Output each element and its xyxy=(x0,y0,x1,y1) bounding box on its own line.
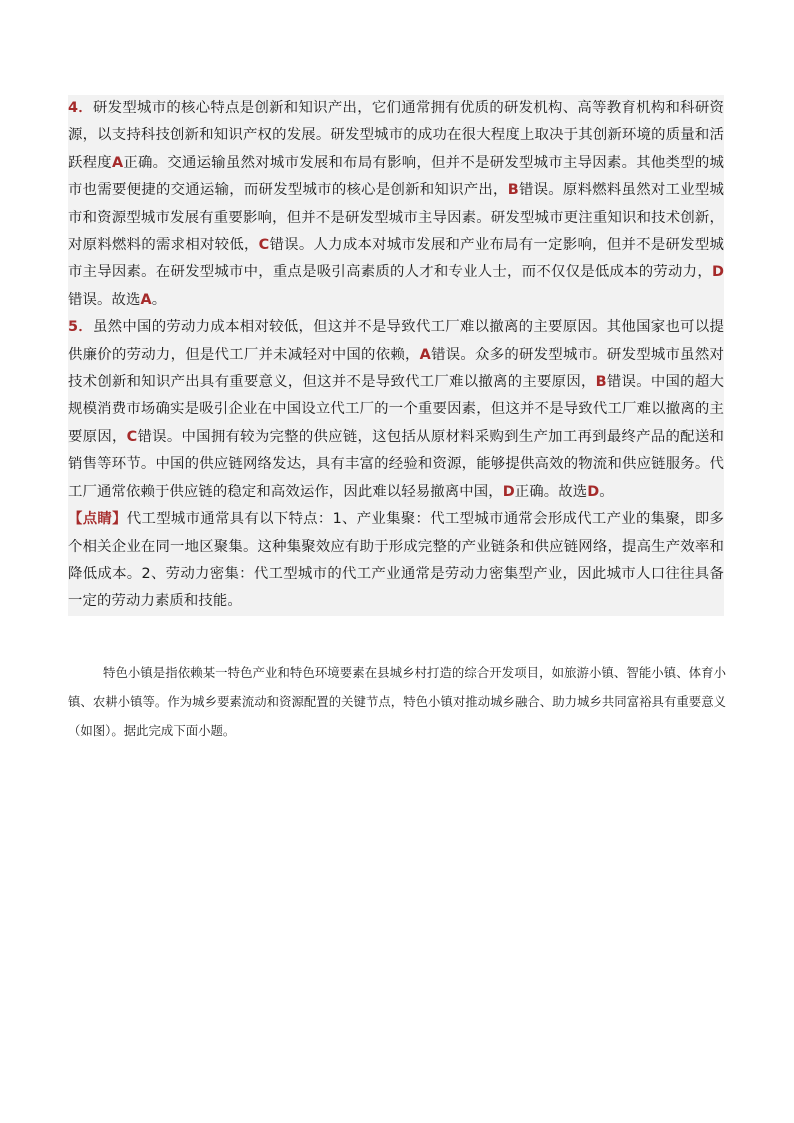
option-letter: D xyxy=(587,483,600,500)
option-letter: D xyxy=(711,264,724,281)
option-letter: A xyxy=(419,346,431,363)
option-letter: C xyxy=(126,428,138,445)
option-letter: D xyxy=(502,483,515,500)
option-letter: B xyxy=(595,374,607,391)
dianjing-text: 代工型城市通常具有以下特点：1、产业集聚：代工型城市通常会形成代工产业的集聚，即多个相关企业在同一地区聚集。这种集聚效应有助于形成完整的产业链条和供应链网络，提高生产效率和降低成本。2、劳动力密集：代工型城市的代工产业通常是劳动力密集型产业，因此城市人口往往具备一定的劳动力素质和技能。 xyxy=(68,511,724,610)
answer-paragraph-5: 5．虽然中国的劳动力成本相对较低，但这并不是导致代工厂难以撤离的主要原因。其他国家也可以提供廉价的劳动力，但是代工厂并未减轻对中国的依赖，A错误。众多的研发型城市。研发型城市虽然对技术创新和知识产出具有重要意义，但这并不是导致代工厂难以撤离的主要原因，B错误。中国的超大规模消费市场确实是吸引企业在中国设立代工厂的一个重要因素，但这并不是导致代工厂难以撤离的主要原因，C错误。中国拥有较为完整的供应链，这包括从原材料采购到生产加工再到最终产品的配送和销售等环节。中国的供应链网络发达，具有丰富的经验和资源，能够提供高效的物流和供应链服务。代工厂通常依赖于供应链的稳定和高效运作，因此难以轻易撤离中国，D正确。故选D。 xyxy=(68,319,724,500)
stem-paragraph: 特色小镇是指依赖某一特色产业和特色环境要素在县城乡村打造的综合开发项目，如旅游小镇、智能小镇、体育小镇、农耕小镇等。作为城乡要素流动和资源配置的关键节点，特色小镇对推动城乡融合、助力城乡共同富裕具有重要意义（如图）。据此完成下面小题。 xyxy=(68,665,726,738)
option-letter: A xyxy=(111,154,124,171)
question-stem xyxy=(68,658,726,745)
question-number: 5． xyxy=(68,319,93,336)
question-number: 4． xyxy=(68,100,93,116)
dianjing-paragraph xyxy=(68,506,724,616)
answer-analysis-box xyxy=(68,95,724,616)
option-letter: B xyxy=(507,182,519,199)
answer-paragraph-4: 4．研发型城市的核心特点是创新和知识产出，它们通常拥有优质的研发机构、高等教育机构和科研资源，以支持科技创新和知识产权的发展。研发型城市的成功在很大程度上取决于其创新环境的质量和活跃程度A正确。交通运输虽然对城市发展和布局有影响，但并不是研发型城市主导因素。其他类型的城市也需要便捷的交通运输，而研发型城市的核心是创新和知识产出，B错误。原料燃料虽然对工业型城市和资源型城市发展有重要影响，但并不是研发型城市主导因素。研发型城市更注重知识和技术创新，对原料燃料的需求相对较低，C错误。人力成本对城市发展和产业布局有一定影响，但并不是研发型城市主导因素。在研发型城市中，重点是吸引高素质的人才和专业人士，而不仅仅是低成本的劳动力，D错误。故选A。 xyxy=(68,100,724,308)
dianjing-tag: 【点睛】 xyxy=(68,511,127,528)
option-letter: A xyxy=(140,291,152,308)
option-letter: C xyxy=(258,237,270,254)
